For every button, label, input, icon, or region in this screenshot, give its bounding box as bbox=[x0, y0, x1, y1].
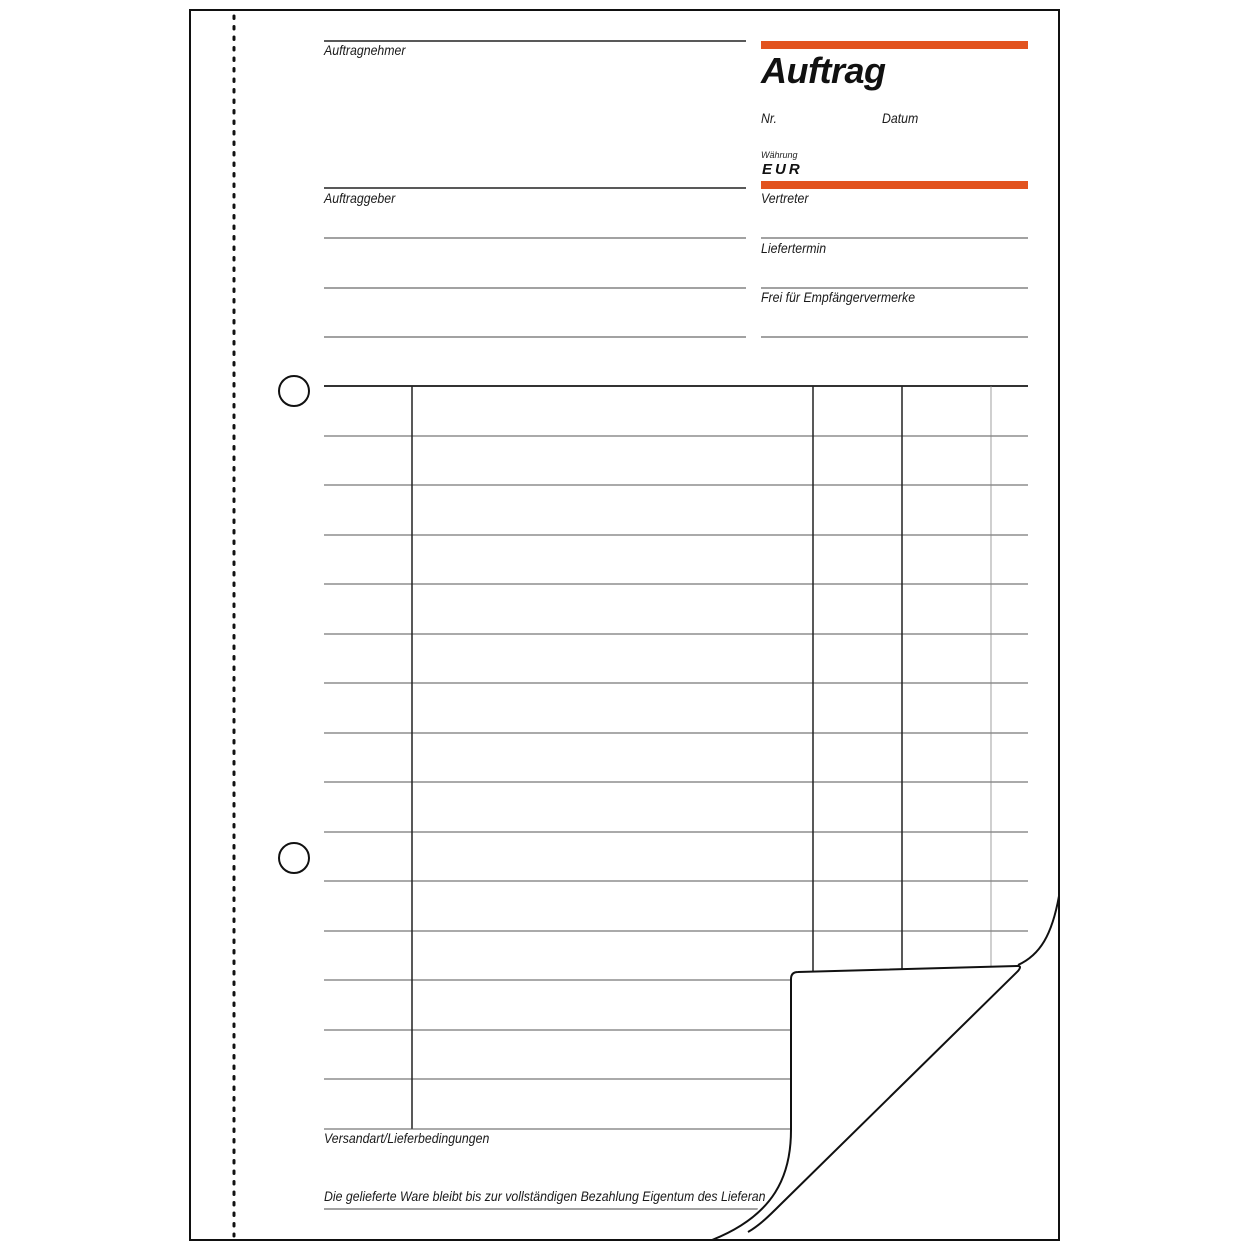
form-title: Auftrag bbox=[761, 50, 886, 91]
client-label: Auftraggeber bbox=[324, 190, 396, 206]
representative-label: Vertreter bbox=[761, 190, 809, 206]
number-label: Nr. bbox=[761, 110, 777, 126]
currency-caption: Währung bbox=[761, 150, 798, 160]
punch-hole-bottom bbox=[279, 843, 309, 873]
delivery-date-label: Liefertermin bbox=[761, 240, 827, 256]
date-label: Datum bbox=[882, 110, 919, 126]
accent-bar-bottom bbox=[761, 181, 1028, 189]
recipient-notes-label: Frei für Empfängervermerke bbox=[761, 289, 916, 305]
contractor-label: Auftragnehmer bbox=[324, 42, 406, 58]
currency-value: EUR bbox=[762, 161, 803, 178]
retention-note: Die gelieferte Ware bleibt bis zur vollständigen Bezahlung Eigentum des Lieferan bbox=[324, 1188, 766, 1204]
shipping-label: Versandart/Lieferbedingungen bbox=[324, 1130, 490, 1146]
accent-bar-top bbox=[761, 41, 1028, 49]
punch-hole-top bbox=[279, 376, 309, 406]
